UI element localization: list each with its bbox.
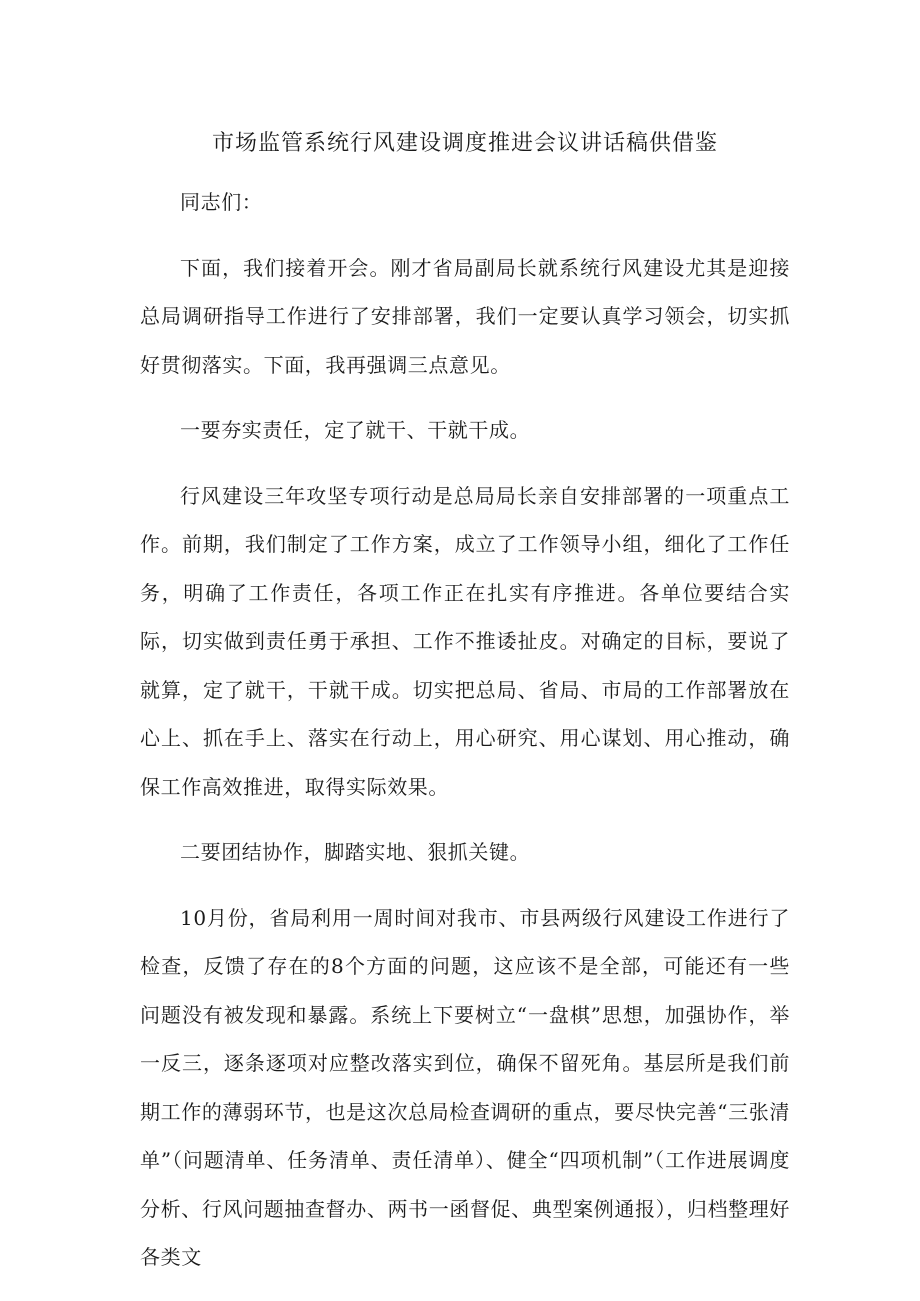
section-heading: 一要夯实责任，定了就干、干就干成。: [180, 418, 531, 442]
body-paragraph: 下面，我们接着开会。刚才省局副局长就系统行风建设尤其是迎接总局调研指导工作进行了安排部署，我们一定要认真学习领会，切实抓好贯彻落实。下面，我再强调三点意见。: [140, 255, 790, 377]
body-paragraph: 行风建设三年攻坚专项行动是总局局长亲自安排部署的一项重点工作。前期，我们制定了工作方案，成立了工作领导小组，细化了工作任务，明确了工作责任，各项工作正在扎实有序推进。各单位要结合实际，切实做到责任勇于承担、工作不推诿扯皮。对确定的目标，要说了就算，定了就干，干就干成。切实把总局、省局、市局的工作部署放在心上、抓在手上、落实在行动上，用心研究、用心谋划、用心推动，确保工作高效推进，取得实际效果。: [140, 483, 790, 799]
document-title: 市场监管系统行风建设调度推进会议讲话稿供借鉴: [211, 131, 718, 156]
body-paragraph: 10月份，省局利用一周时间对我市、市县两级行风建设工作进行了检查，反馈了存在的8个方面的问题，这应该不是全部，可能还有一些问题没有被发现和暴露。系统上下要树立“一盘棋”思想，加强协作，举一反三，逐条逐项对应整改落实到位，确保不留死角。基层所是我们前期工作的薄弱环节，也是这次总局检查调研的重点，要尽快完善“三张清单”（问题清单、任务清单、责任清单）、健全“四项机制”（工作进展调度分析、行风问题抽查督办、两书一函督促、典型案例通报），归档整理好各类文: [140, 905, 790, 1269]
salutation: 同志们：: [180, 190, 263, 214]
section-heading: 二要团结协作，脚踏实地、狠抓关键。: [180, 840, 531, 864]
